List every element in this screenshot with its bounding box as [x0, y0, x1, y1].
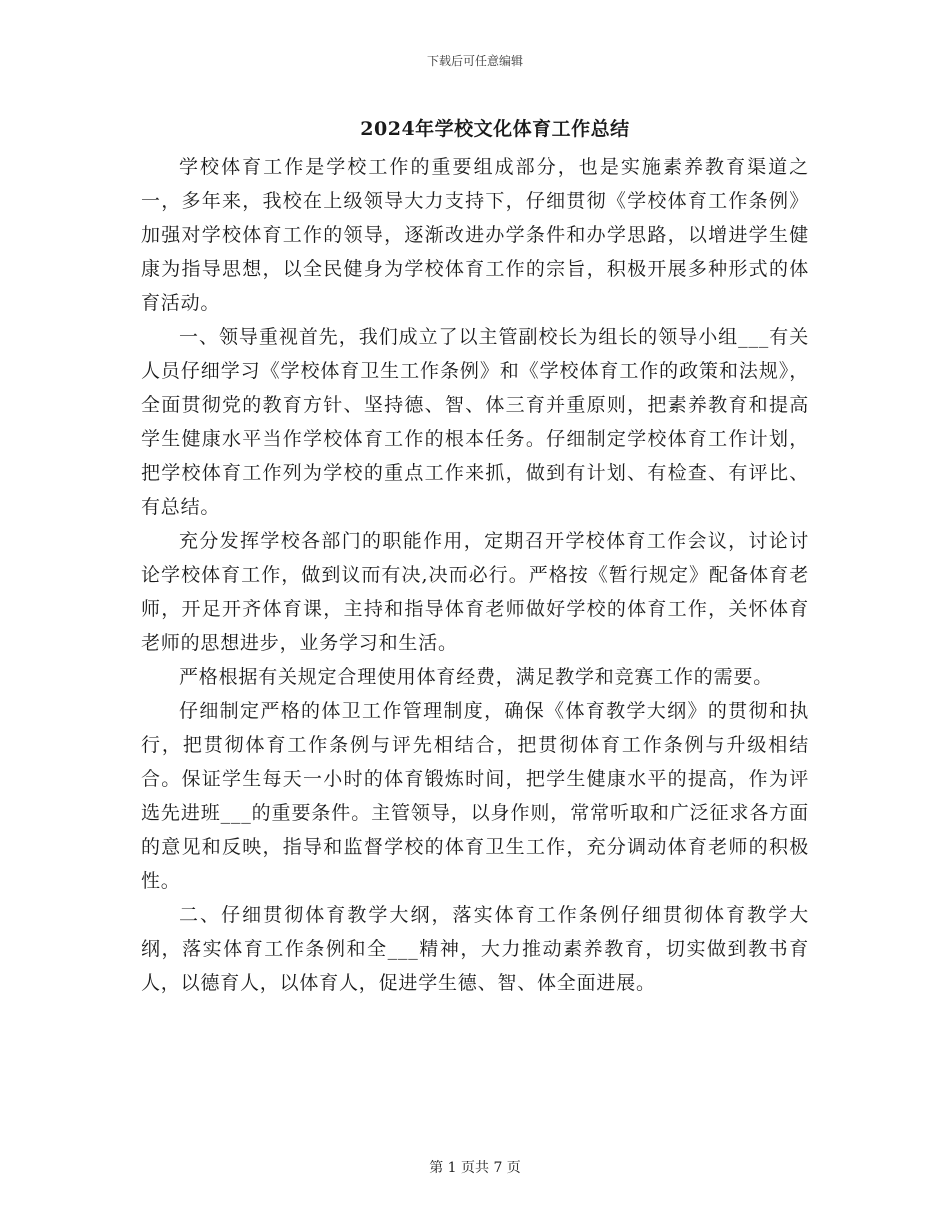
paragraph-funding: 严格根据有关规定合理使用体育经费，满足教学和竞赛工作的需要。 [179, 666, 774, 688]
page-header-note: 下载后可任意编辑 [426, 54, 523, 68]
document-title: 2024年学校文化体育工作总结 [360, 118, 630, 140]
paragraph-teaching: 二、仔细贯彻体育教学大纲，落实体育工作条例仔细贯彻体育教学大纲，落实体育工作条例和全___精神，大力推动素养教育，切实做到教书育人，以德育人，以体育人，促进学生德、智、体全面进展。 [141, 904, 809, 994]
paragraph-management: 仔细制定严格的体卫工作管理制度，确保《体育教学大纲》的贯彻和执行，把贯彻体育工作条例与评先相结合，把贯彻体育工作条例与升级相结合。保证学生每天一小时的体育锻炼时间，把学生健康水平的提高，作为评选先进班___的重要条件。主管领导，以身作则，常常听取和广泛征求各方面的意见和反映，指导和监督学校的体育卫生工作，充分调动体育老师的积极性。 [141, 700, 809, 892]
document-body [141, 150, 809, 1000]
paragraph-departments: 充分发挥学校各部门的职能作用，定期召开学校体育工作会议，讨论讨论学校体育工作，做到议而有决,决而必行。严格按《暂行规定》配备体育老师，开足开齐体育课，主持和指导体育老师做好学校的体育工作，关怀体育老师的思想进步，业务学习和生活。 [141, 530, 809, 654]
paragraph-intro: 学校体育工作是学校工作的重要组成部分，也是实施素养教育渠道之一，多年来，我校在上级领导大力支持下，仔细贯彻《学校体育工作条例》加强对学校体育工作的领导，逐渐改进办学条件和办学思路，以增进学生健康为指导思想，以全民健身为学校体育工作的宗旨，积极开展多种形式的体育活动。 [141, 156, 809, 314]
paragraph-leadership: 一、领导重视首先，我们成立了以主管副校长为组长的领导小组___有关人员仔细学习《学校体育卫生工作条例》和《学校体育工作的政策和法规》，全面贯彻党的教育方针、坚持德、智、体三育并重原则，把素养教育和提高学生健康水平当作学校体育工作的根本任务。仔细制定学校体育工作计划，把学校体育工作列为学校的重点工作来抓，做到有计划、有检查、有评比、有总结。 [141, 326, 809, 518]
page-number: 第 1 页共 7 页 [429, 1160, 521, 1176]
